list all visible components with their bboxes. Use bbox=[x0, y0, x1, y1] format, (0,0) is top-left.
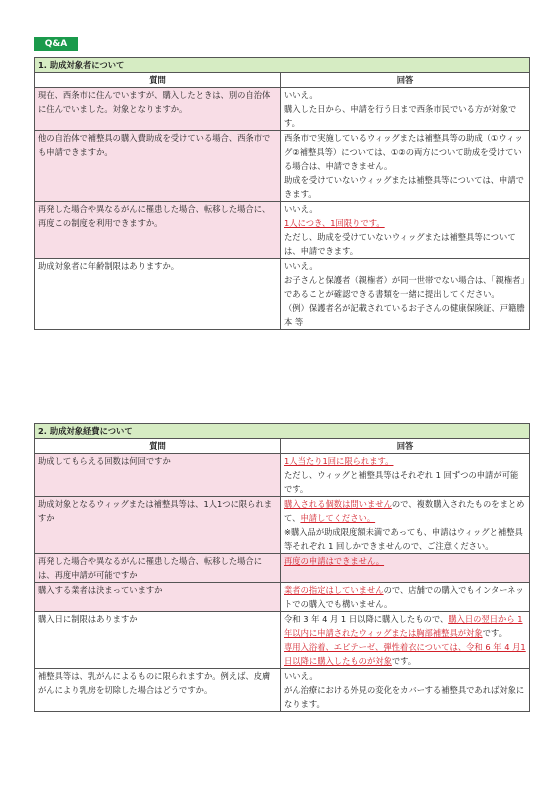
question-cell: 再発した場合や異なるがんに罹患した場合、転移した場合に、再度この制度を利用できますか。 bbox=[35, 202, 281, 259]
answer-cell bbox=[281, 554, 530, 583]
section2-title: 2. 助成対象経費について bbox=[35, 424, 530, 439]
answer-line: 購入した日から、申請を行う日まで西条市民でいる方が対象です。 bbox=[284, 104, 517, 128]
answer-line: ただし、ウィッグと補整具等はそれぞれ 1 回ずつの申請が可能です。 bbox=[284, 470, 519, 494]
section2-table bbox=[34, 423, 530, 712]
answer-highlight: 1人当たり1回に限られます。 bbox=[284, 456, 394, 466]
answer-highlight: 購入日の翌日から 1 年以内に申請されたウィッグまたは胸部補整具が対象 bbox=[284, 614, 523, 638]
table-row bbox=[35, 612, 530, 669]
answer-line: 西条市で実施しているウィッグまたは補整具等の助成（①ウィッグ②補整具等）については、①②の両方について助成を受けている場合は、申請できません。 bbox=[284, 133, 523, 171]
question-cell: 他の自治体で補整具の購入費助成を受けている場合、西条市でも申請できますか。 bbox=[35, 131, 281, 202]
answer-cell bbox=[281, 669, 530, 712]
section1-title: 1. 助成対象者について bbox=[35, 58, 530, 73]
answer-cell bbox=[281, 202, 530, 259]
answer-line bbox=[284, 497, 526, 525]
answer-cell bbox=[281, 88, 530, 131]
table-row bbox=[35, 669, 530, 712]
section2-question-header: 質問 bbox=[35, 439, 281, 454]
answer-line: （例）保護者名が記載されているお子さんの健康保険証、戸籍謄本 等 bbox=[284, 303, 525, 327]
question-cell: 再発した場合や異なるがんに罹患した場合、転移した場合には、再度申請が可能ですか bbox=[35, 554, 281, 583]
answer-line bbox=[284, 612, 526, 640]
question-cell: 購入日に制限はありますか bbox=[35, 612, 281, 669]
table-row bbox=[35, 497, 530, 554]
question-cell: 助成してもらえる回数は何回ですか bbox=[35, 454, 281, 497]
answer-text: 令和 3 年 4 月 1 日以降に購入したもので、 bbox=[284, 614, 449, 624]
answer-cell bbox=[281, 259, 530, 330]
question-cell: 補整具等は、乳がんによるものに限られますか。例えば、皮膚がんにより乳房を切除した場合はどうですか。 bbox=[35, 669, 281, 712]
answer-cell bbox=[281, 612, 530, 669]
answer-cell bbox=[281, 131, 530, 202]
question-cell: 助成対象となるウィッグまたは補整具等は、1人1つに限られますか bbox=[35, 497, 281, 554]
answer-highlight: 専用入浴着、エピテーゼ、弾性着衣については、令和 6 年 4 月1日以降に購入したものが対象 bbox=[284, 642, 526, 666]
answer-line: お子さんと保護者（親権者）が同一世帯でない場合は、「親権者」であることが確認できる書類を一緒に提出してください。 bbox=[284, 275, 525, 299]
answer-highlight: 再度の申請はできません。 bbox=[284, 556, 385, 566]
section1-answer-header: 回答 bbox=[281, 73, 530, 88]
question-cell: 現在、西条市に住んでいますが、購入したときは、別の自治体に住んでいました。対象となりますか。 bbox=[35, 88, 281, 131]
answer-line bbox=[284, 583, 526, 611]
answer-text: ので、複数購入されたものをまとめて、 bbox=[284, 499, 525, 523]
answer-text: です。 bbox=[482, 628, 507, 638]
answer-line bbox=[284, 640, 526, 668]
answer-text: ので、店舗での購入でもインターネットでの購入でも構いません。 bbox=[284, 585, 524, 609]
answer-highlight: 1人につき、1回限りです。 bbox=[284, 218, 385, 228]
answer-line: がん治療における外見の変化をカバーする補整具であれば対象になります。 bbox=[284, 685, 525, 709]
table-row bbox=[35, 259, 530, 330]
answer-highlight: 業者の指定はしていません bbox=[284, 585, 384, 595]
answer-line: 助成を受けていないウィッグまたは補整具等については、申請できます。 bbox=[284, 175, 524, 199]
table-row bbox=[35, 202, 530, 259]
section1-question-header: 質問 bbox=[35, 73, 281, 88]
section2-answer-header: 回答 bbox=[281, 439, 530, 454]
answer-line: いいえ。 bbox=[284, 261, 318, 271]
answer-highlight: 申請してください。 bbox=[300, 513, 376, 523]
answer-highlight: 購入される個数は問いません bbox=[284, 499, 392, 509]
answer-text: です。 bbox=[391, 656, 417, 666]
question-cell: 助成対象者に年齢制限はありますか。 bbox=[35, 259, 281, 330]
answer-line: いいえ。 bbox=[284, 671, 318, 681]
answer-line: いいえ。 bbox=[284, 90, 318, 100]
answer-line: ただし、助成を受けていないウィッグまたは補整具等については、申請できます。 bbox=[284, 232, 516, 256]
section1-table bbox=[34, 57, 530, 330]
qa-badge: Q&A bbox=[34, 37, 78, 51]
answer-line: いいえ。 bbox=[284, 204, 318, 214]
answer-line: ※購入品が助成限度額未満であっても、申請はウィッグと補整具等それぞれ 1 回しかできませんので、ご注意ください。 bbox=[284, 527, 523, 551]
table-row bbox=[35, 88, 530, 131]
table-row bbox=[35, 131, 530, 202]
question-cell: 購入する業者は決まっていますか bbox=[35, 583, 281, 612]
answer-cell bbox=[281, 454, 530, 497]
table-row bbox=[35, 583, 530, 612]
table-row bbox=[35, 554, 530, 583]
table-row bbox=[35, 454, 530, 497]
answer-cell bbox=[281, 497, 530, 554]
answer-cell bbox=[281, 583, 530, 612]
